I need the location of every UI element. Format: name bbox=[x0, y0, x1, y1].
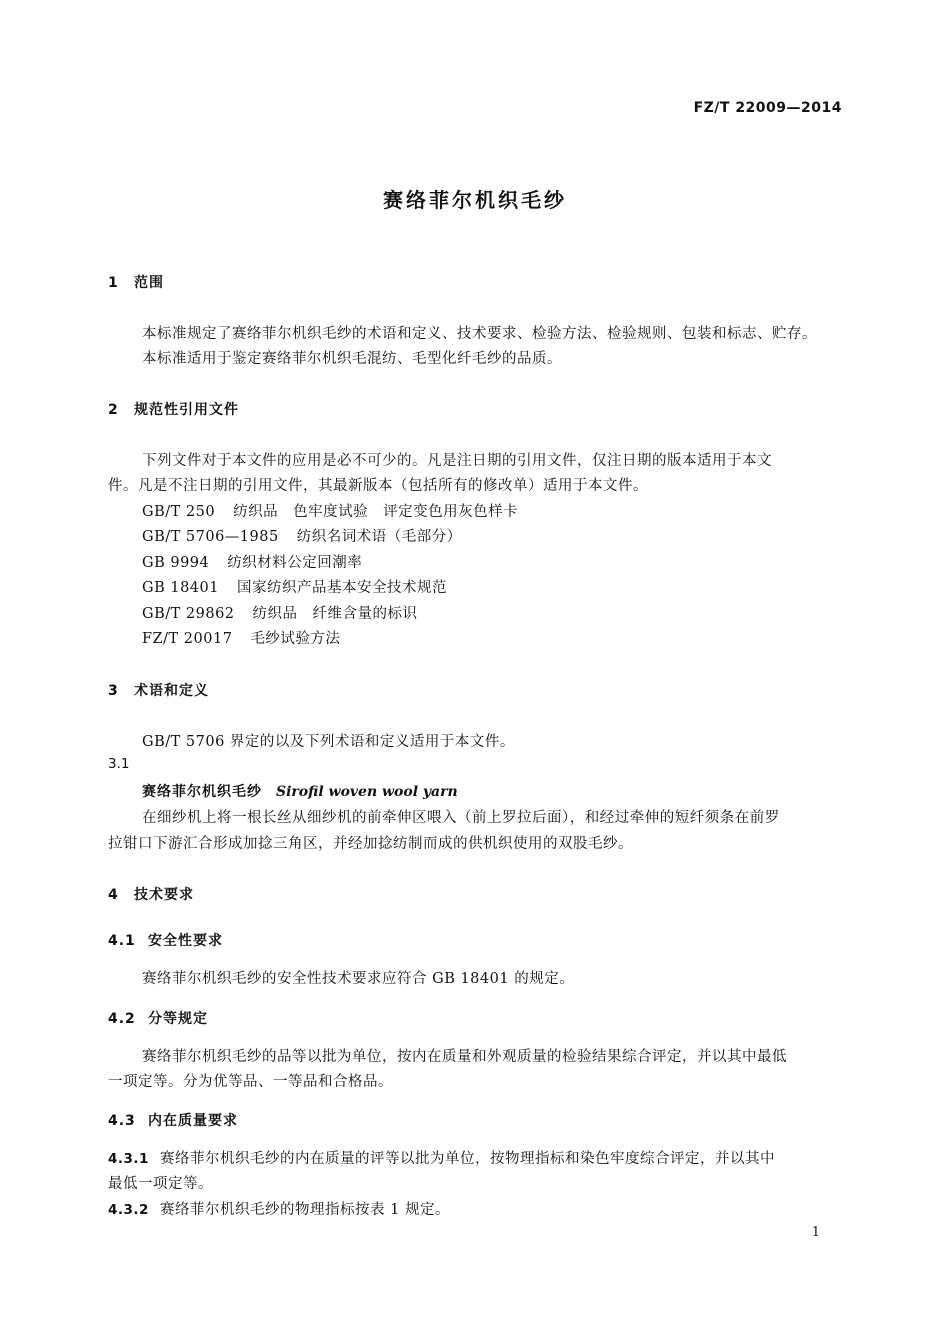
reference-code: GB/T 250 bbox=[142, 504, 216, 520]
subsection-title: 内在质量要求 bbox=[148, 1113, 238, 1129]
subsection-4-2-heading bbox=[108, 1008, 208, 1028]
subsection-number: 4.2 bbox=[108, 1011, 136, 1027]
subsection-title: 安全性要求 bbox=[148, 933, 223, 949]
reference-item bbox=[142, 551, 362, 572]
clause-number: 4.3.2 bbox=[108, 1202, 149, 1218]
section-4-heading bbox=[108, 884, 194, 904]
reference-code: GB 9994 bbox=[142, 555, 210, 571]
reference-item bbox=[142, 576, 447, 597]
section-title: 规范性引用文件 bbox=[134, 402, 239, 418]
page-number: 1 bbox=[811, 1225, 820, 1240]
subsection-number: 4.3 bbox=[108, 1113, 136, 1129]
reference-code: GB/T 5706—1985 bbox=[142, 529, 279, 545]
section-3-heading bbox=[108, 680, 209, 700]
reference-item bbox=[142, 602, 418, 623]
section-2-paragraph-line-1: 下列文件对于本文件的应用是必不可少的。凡是注日期的引用文件，仅注日期的版本适用于本文 bbox=[142, 453, 772, 469]
term-entry bbox=[142, 781, 458, 801]
term-english: Sirofil woven wool yarn bbox=[276, 784, 458, 800]
reference-item bbox=[142, 500, 518, 521]
section-number: 3 bbox=[108, 683, 119, 699]
reference-title: 纺织名词术语（毛部分） bbox=[296, 529, 462, 545]
section-title: 范围 bbox=[134, 275, 164, 291]
subsection-title: 分等规定 bbox=[148, 1011, 208, 1027]
standard-code: FZ/T 22009—2014 bbox=[693, 100, 842, 116]
clause-number: 4.3.1 bbox=[108, 1151, 149, 1167]
term-chinese: 赛络菲尔机织毛纱 bbox=[142, 784, 262, 800]
clause-text: 赛络菲尔机织毛纱的物理指标按表 1 规定。 bbox=[160, 1202, 450, 1218]
section-number: 4 bbox=[108, 887, 119, 903]
subsection-4-2-line-2: 一项定等。分为优等品、一等品和合格品。 bbox=[108, 1074, 393, 1090]
section-number: 1 bbox=[108, 275, 119, 291]
section-1-paragraph-2: 本标准适用于鉴定赛络菲尔机织毛混纺、毛型化纤毛纱的品质。 bbox=[142, 351, 562, 367]
section-1-paragraph-1: 本标准规定了赛络菲尔机织毛纱的术语和定义、技术要求、检验方法、检验规则、包装和标志、贮存。 bbox=[142, 326, 817, 342]
section-2-paragraph-line-2: 件。凡是不注日期的引用文件，其最新版本（包括所有的修改单）适用于本文件。 bbox=[108, 478, 648, 494]
reference-code: GB/T 29862 bbox=[142, 606, 235, 622]
subsection-4-1-paragraph: 赛络菲尔机织毛纱的安全性技术要求应符合 GB 18401 的规定。 bbox=[142, 971, 575, 987]
reference-title: 纺织品 纤维含量的标识 bbox=[252, 606, 418, 622]
section-title: 术语和定义 bbox=[134, 683, 209, 699]
reference-title: 毛纱试验方法 bbox=[250, 631, 341, 647]
clause-text: 赛络菲尔机织毛纱的内在质量的评等以批为单位，按物理指标和染色牢度综合评定，并以其中 bbox=[160, 1151, 775, 1167]
reference-title: 纺织材料公定回潮率 bbox=[227, 555, 363, 571]
clause-4-3-1-line-1 bbox=[108, 1147, 775, 1168]
clause-4-3-2 bbox=[108, 1198, 450, 1219]
reference-title: 纺织品 色牢度试验 评定变色用灰色样卡 bbox=[233, 504, 519, 520]
subsection-4-3-heading bbox=[108, 1110, 238, 1130]
reference-code: FZ/T 20017 bbox=[142, 631, 233, 647]
reference-title: 国家纺织产品基本安全技术规范 bbox=[236, 580, 447, 596]
section-title: 技术要求 bbox=[134, 887, 194, 903]
reference-item bbox=[142, 627, 340, 648]
document-title: 赛络菲尔机织毛纱 bbox=[383, 188, 567, 212]
term-number: 3.1 bbox=[108, 756, 130, 772]
term-definition-line-2: 拉钳口下游汇合形成加捻三角区，并经加捻纺制而成的供机织使用的双股毛纱。 bbox=[108, 836, 633, 852]
clause-4-3-1-line-2: 最低一项定等。 bbox=[108, 1176, 213, 1192]
subsection-4-2-line-1: 赛络菲尔机织毛纱的品等以批为单位，按内在质量和外观质量的检验结果综合评定，并以其中最低 bbox=[142, 1049, 787, 1065]
reference-code: GB 18401 bbox=[142, 580, 219, 596]
section-2-heading bbox=[108, 399, 239, 419]
reference-item bbox=[142, 525, 462, 546]
subsection-4-1-heading bbox=[108, 930, 223, 950]
term-definition-line-1: 在细纱机上将一根长丝从细纱机的前牵伸区喂入（前上罗拉后面），和经过牵伸的短纤须条在前罗 bbox=[142, 810, 780, 826]
subsection-number: 4.1 bbox=[108, 933, 136, 949]
section-number: 2 bbox=[108, 402, 119, 418]
section-3-paragraph: GB/T 5706 界定的以及下列术语和定义适用于本文件。 bbox=[142, 734, 515, 750]
section-1-heading bbox=[108, 272, 164, 292]
